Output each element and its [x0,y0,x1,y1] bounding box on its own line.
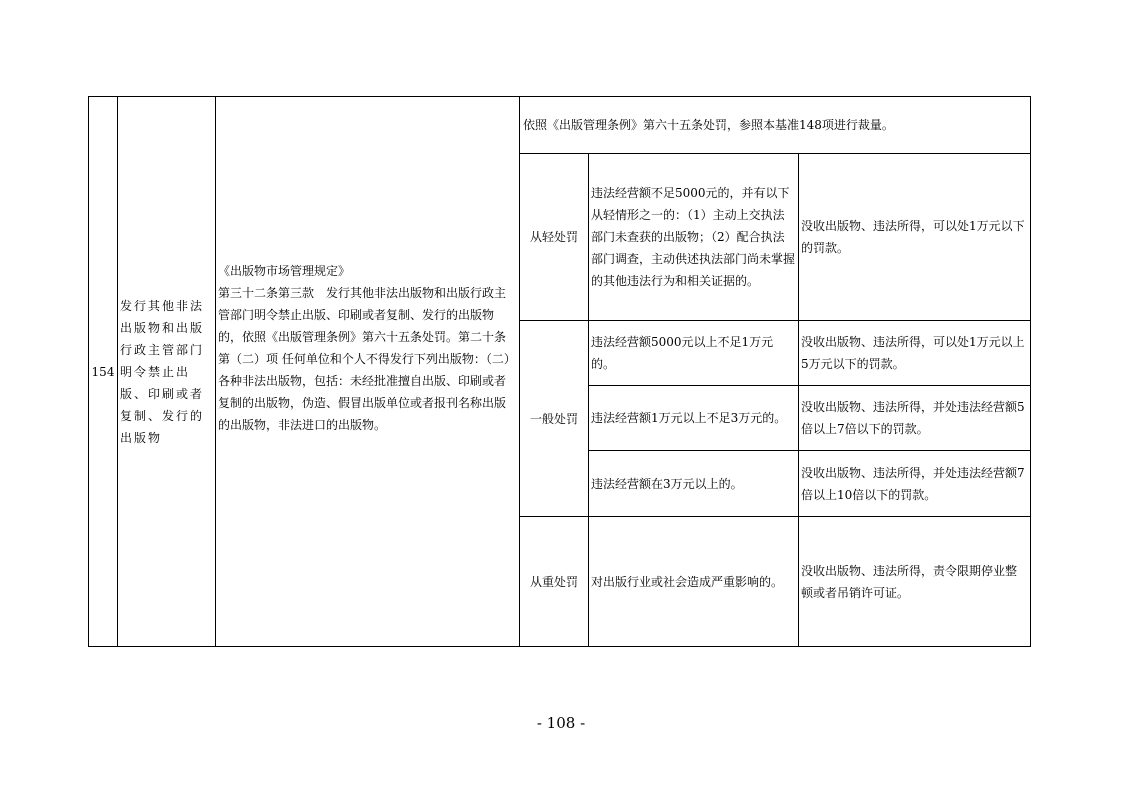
level-light: 从轻处罚 [529,230,578,244]
table-border-bottom [88,646,1031,647]
circumstance-cell: 违法经营额在3万元以上的。 [591,476,743,491]
page-number: - 108 - [536,714,586,732]
penalty-cell: 没收出版物、违法所得，并处违法经营额7倍以上10倍以下的罚款。 [801,465,1025,502]
level-general: 一般处罚 [529,411,578,426]
circumstance-cell: 对出版行业或社会造成严重影响的。 [591,574,784,589]
legal-basis [216,260,519,436]
circumstance-cell: 违法经营额1万元以上不足3万元的。 [591,411,787,425]
offense-description: 发行其他非法出版物和出版行政主管部门明令禁止出版、印刷或者复制、发行的出版物 [120,298,205,445]
penalty-cell: 没收出版物、违法所得，并处违法经营额5倍以上7倍以下的罚款。 [801,400,1025,436]
penalty-cell: 没收出版物、违法所得，可以处1万元以下的罚款。 [801,219,1025,255]
item-number: 154 [91,364,115,379]
legal-basis-text: 第三十二条第三款 发行其他非法出版物和出版行政主管部门明令禁止出版、印刷或者复制、发行的出版物的，依照《出版管理条例》第六十五条处罚。第二十条第（二）项 任何单位和个人不得发行下列出版物：（二）各种非法出版物，包括：未经批准擅自出版、印刷或者复制的出版物，伪造、假冒出版单位或者报刊名称出版的出版物，非法进口的出版物。 [218,286,516,432]
level-heavy: 从重处罚 [529,574,578,589]
legal-basis-title: 《出版物市场管理规定》 [218,264,351,278]
circumstance-cell: 违法经营额不足5000元的，并有以下从轻情形之一的：（1）主动上交执法部门未查获的出版物；（2）配合执法部门调查，主动供述执法部门尚未掌握的其他违法行为和相关证据的。 [591,186,796,288]
circumstance-cell: 违法经营额5000元以上不足1万元的。 [591,335,774,371]
penalty-cell: 没收出版物、违法所得，责令限期停业整顿或者吊销许可证。 [801,563,1018,600]
penalty-cell: 没收出版物、违法所得，可以处1万元以上5万元以下的罚款。 [801,335,1025,371]
reference-note: 依照《出版管理条例》第六十五条处罚，参照本基准148项进行裁量。 [523,117,894,132]
table-border-right [1030,96,1031,647]
penalty-table [88,96,1031,647]
